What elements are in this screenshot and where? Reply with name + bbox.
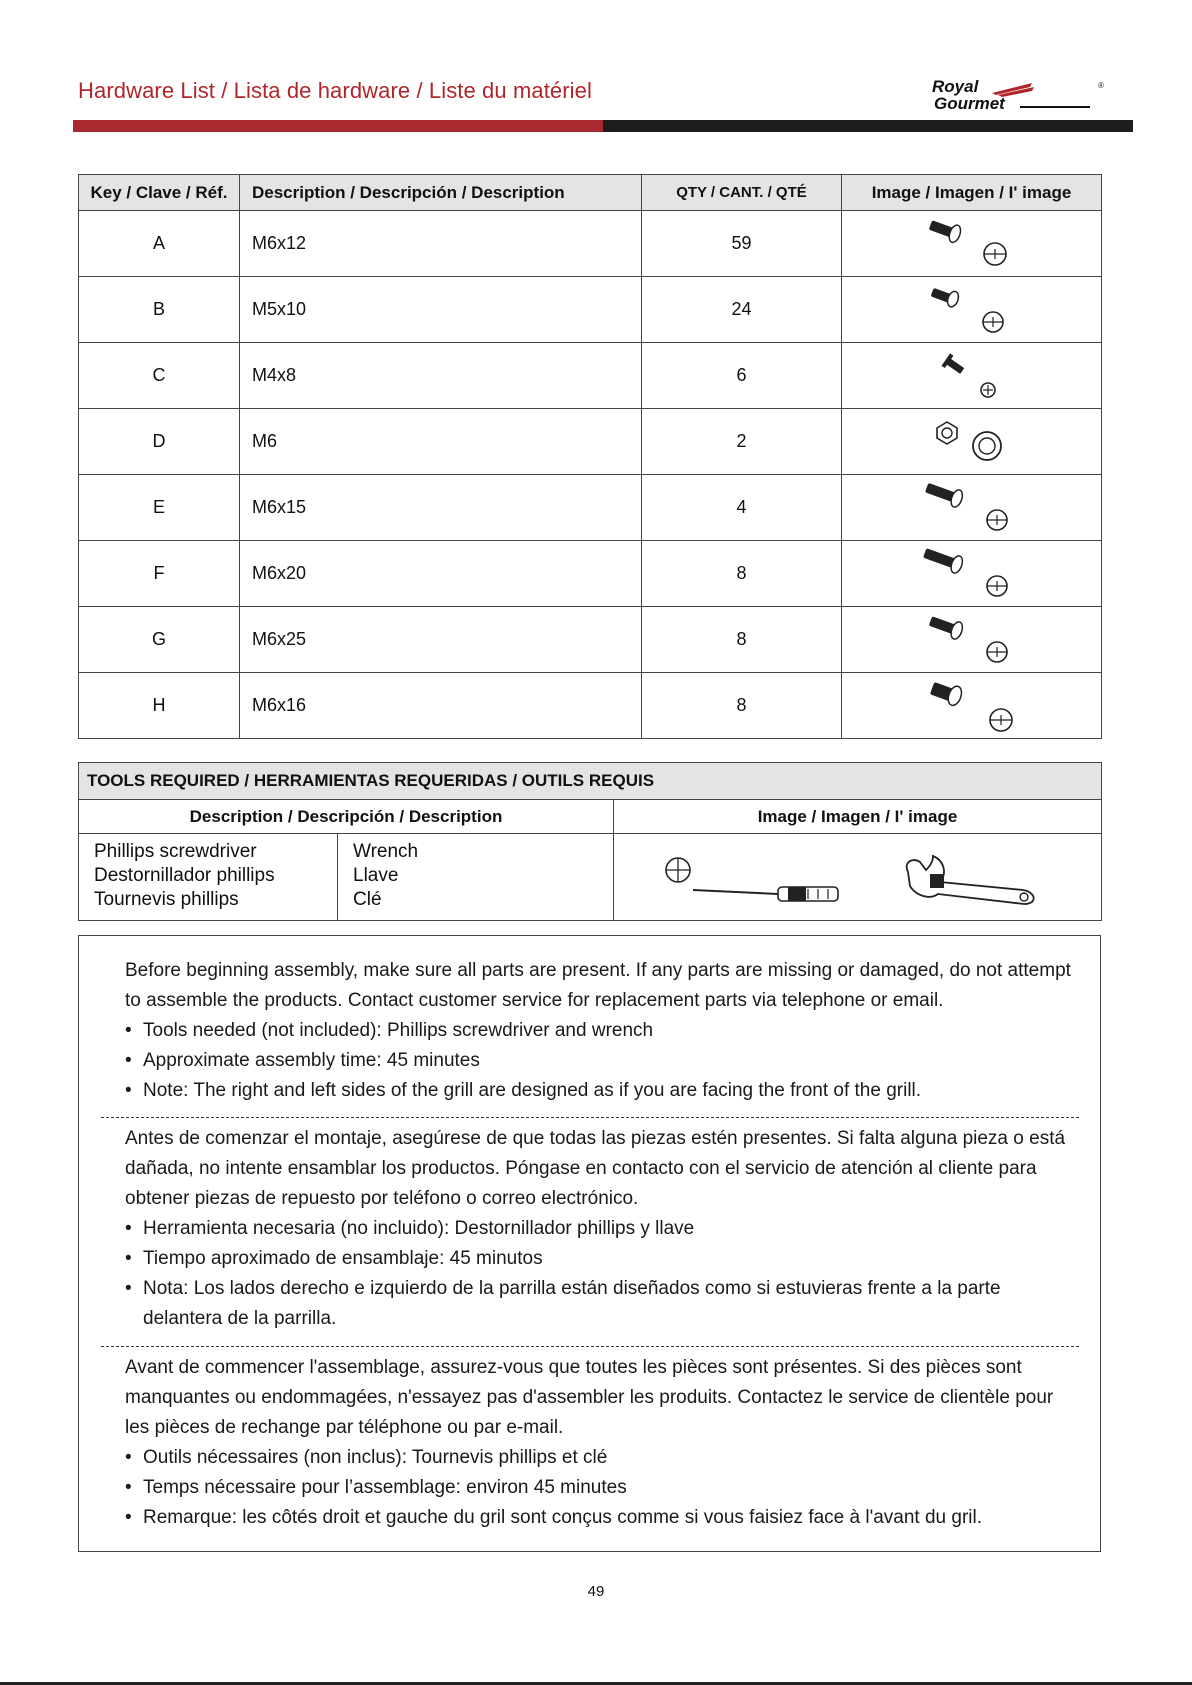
tool-name: Wrench: [353, 841, 419, 862]
svg-text:Royal: Royal: [932, 78, 979, 96]
row-description: M6x15: [240, 475, 642, 541]
tool-wrench-names: [338, 834, 614, 921]
hardware-table: [78, 174, 1102, 739]
bolt-and-head-icon: [917, 216, 1027, 271]
tool-name: Destornillador phillips: [94, 865, 275, 886]
row-description: M5x10: [240, 277, 642, 343]
tools-desc-header: Description / Descripción / Description: [79, 800, 614, 834]
row-key: A: [79, 211, 240, 277]
row-description: M6x20: [240, 541, 642, 607]
row-qty: 4: [642, 475, 842, 541]
bolt-and-head-icon: [917, 480, 1027, 535]
row-key: D: [79, 409, 240, 475]
tool-name: Llave: [353, 865, 399, 886]
small-screw-icon: [917, 348, 1027, 403]
tool-name: Clé: [353, 889, 382, 910]
tool-name: Phillips screwdriver: [94, 841, 257, 862]
column-header-qty: QTY / CANT. / QTÉ: [642, 175, 842, 211]
svg-text:Gourmet: Gourmet: [934, 94, 1005, 112]
instructions-box: [78, 935, 1101, 1552]
bolt-and-head-icon: [917, 546, 1027, 601]
bullet-item: • Approximate assembly time: 45 minutes: [125, 1046, 1075, 1076]
table-row: [79, 475, 1102, 541]
hardware-header-row: [79, 175, 1102, 211]
bullet-item: • Tiempo aproximado de ensamblaje: 45 minutos: [125, 1244, 1075, 1274]
screwdriver-and-wrench-icon: [658, 842, 1058, 912]
table-row: [79, 211, 1102, 277]
bolt-and-head-icon: [917, 678, 1027, 733]
row-description: M6: [240, 409, 642, 475]
row-key: H: [79, 673, 240, 739]
tools-title: TOOLS REQUIRED / HERRAMIENTAS REQUERIDAS / OUTILS REQUIS: [79, 763, 1102, 800]
table-row: [79, 607, 1102, 673]
intro-text: Before beginning assembly, make sure all parts are present. If any parts are missing or damaged, do not attempt to assemble the products. Contact customer service for replacement parts via telephone or email.: [125, 960, 1071, 1011]
bullet-item: • Remarque: les côtés droit et gauche du gril sont conçus comme si vous faisiez face à l'avant du gril.: [125, 1503, 1075, 1533]
row-key: G: [79, 607, 240, 673]
row-key: F: [79, 541, 240, 607]
header-accent-bar: [73, 120, 603, 132]
svg-text:®: ®: [1098, 81, 1104, 90]
row-qty: 8: [642, 541, 842, 607]
table-row: [79, 409, 1102, 475]
instructions-french: [125, 1353, 1075, 1533]
table-row: [79, 541, 1102, 607]
row-key: E: [79, 475, 240, 541]
bolt-and-head-icon: [917, 282, 1027, 337]
row-description: M4x8: [240, 343, 642, 409]
intro-text: Antes de comenzar el montaje, asegúrese de que todas las piezas estén presentes. Si falta alguna pieza o está dañada, no intente ensamblar los productos. Póngase en contacto con el servicio de atención al cliente para obtener piezas de repuesto por teléfono o correo electrónico.: [125, 1128, 1066, 1209]
section-divider: [101, 1117, 1079, 1118]
bullet-item: • Nota: Los lados derecho e izquierdo de la parrilla están diseñados como si estuvieras frente a la parte delantera de la parrilla.: [125, 1274, 1075, 1334]
page-number: 49: [587, 1583, 605, 1600]
row-key: B: [79, 277, 240, 343]
table-row: [79, 673, 1102, 739]
instructions-spanish: [125, 1124, 1075, 1334]
royal-gourmet-logo: [930, 78, 1110, 112]
bullet-item: • Herramienta necesaria (no incluido): Destornillador phillips y llave: [125, 1214, 1075, 1244]
instructions-english: [125, 956, 1075, 1106]
row-qty: 59: [642, 211, 842, 277]
bullet-item: • Note: The right and left sides of the grill are designed as if you are facing the front of the grill.: [125, 1076, 1075, 1106]
intro-text: Avant de commencer l'assemblage, assurez-vous que toutes les pièces sont présentes. Si des pièces sont manquantes ou endommagées, n'essayez pas d'assembler les produits. Contactez le service de clientèle pour les pièces de rechange par téléphone ou par e-mail.: [125, 1357, 1054, 1438]
row-qty: 8: [642, 607, 842, 673]
tools-table: [78, 762, 1102, 921]
tool-screwdriver-names: [79, 834, 338, 921]
row-description: M6x25: [240, 607, 642, 673]
bullet-item: • Tools needed (not included): Phillips screwdriver and wrench: [125, 1016, 1075, 1046]
table-row: [79, 343, 1102, 409]
section-divider: [101, 1346, 1079, 1347]
tools-image-header: Image / Imagen / I' image: [614, 800, 1102, 834]
nut-icon: [917, 414, 1027, 469]
column-header-image: Image / Imagen / I' image: [842, 175, 1102, 211]
row-key: C: [79, 343, 240, 409]
row-description: M6x12: [240, 211, 642, 277]
bolt-and-head-icon: [917, 612, 1027, 667]
header-dark-bar: [603, 120, 1133, 132]
column-header-description: Description / Descripción / Description: [240, 175, 642, 211]
page-title: Hardware List / Lista de hardware / Liste du matériel: [78, 78, 592, 103]
table-row: [79, 277, 1102, 343]
bullet-item: • Outils nécessaires (non inclus): Tournevis phillips et clé: [125, 1443, 1075, 1473]
row-qty: 8: [642, 673, 842, 739]
bullet-item: • Temps nécessaire pour l’assemblage: environ 45 minutes: [125, 1473, 1075, 1503]
row-qty: 2: [642, 409, 842, 475]
row-qty: 6: [642, 343, 842, 409]
row-description: M6x16: [240, 673, 642, 739]
column-header-key: Key / Clave / Réf.: [79, 175, 240, 211]
tool-name: Tournevis phillips: [94, 889, 239, 910]
row-qty: 24: [642, 277, 842, 343]
